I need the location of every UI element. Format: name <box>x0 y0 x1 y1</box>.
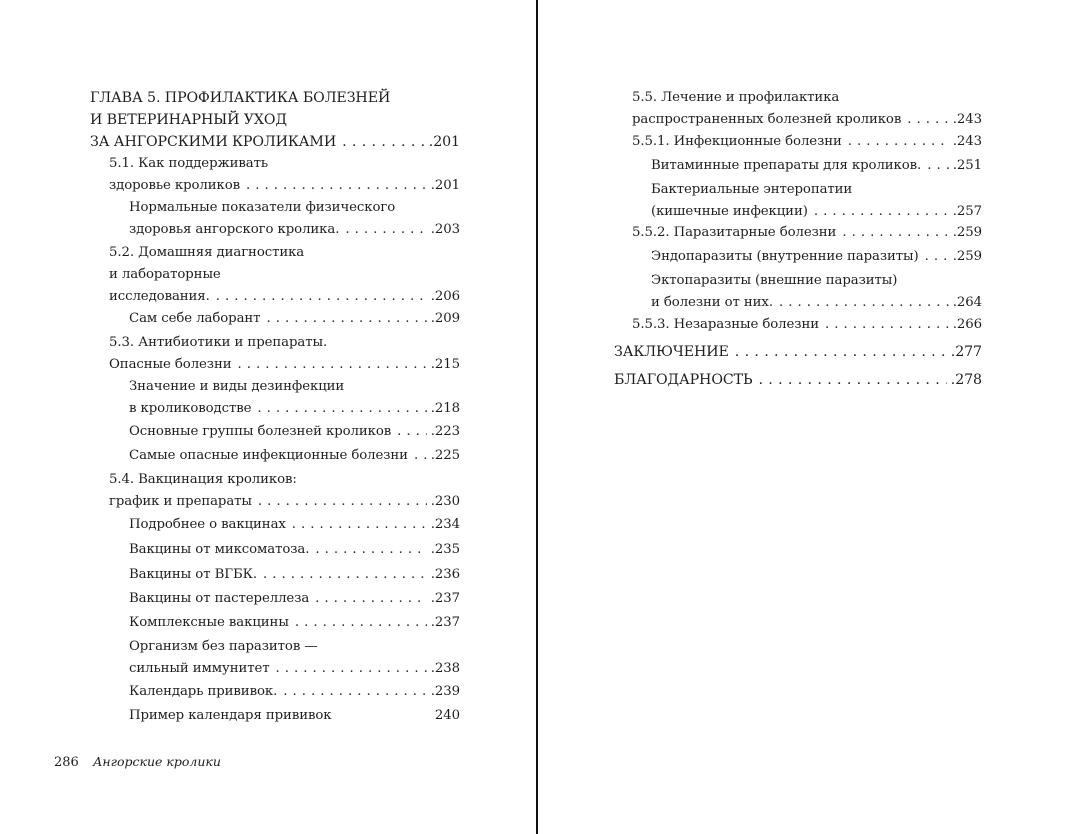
toc-entry-line: Пример календаря прививок <box>129 708 332 723</box>
toc-page-number: .239 <box>430 684 460 699</box>
toc-page-number: 240 <box>434 708 460 723</box>
toc-entry-line: здоровья ангорского кролика. <box>129 222 340 237</box>
toc-entry-line: Витаминные препараты для кроликов. <box>651 158 922 173</box>
toc-entry-line: Значение и виды дезинфекции <box>129 379 345 394</box>
toc-page-number: .264 <box>952 295 982 310</box>
dot-leader <box>907 109 949 131</box>
toc-page-number: .230 <box>430 494 460 509</box>
toc-entry-line: Эндопаразиты (внутренние паразиты) <box>651 249 919 264</box>
toc-subsection-myxomatosis-vaccines <box>129 539 460 561</box>
page-footer <box>54 753 221 772</box>
folio-page-number: 286 <box>54 755 79 770</box>
dot-leader <box>397 421 427 443</box>
toc-section-5-5-1 <box>632 131 982 153</box>
dot-leader <box>825 314 949 336</box>
toc-entry-line: ЗА АНГОРСКИМИ КРОЛИКАМИ <box>90 134 337 150</box>
toc-entry-line: Эктопаразиты (внешние паразиты) <box>651 273 898 288</box>
toc-entry-line: Календарь прививок. <box>129 684 278 699</box>
toc-page-number: .225 <box>430 448 460 463</box>
toc-subsection-complex-vaccines <box>129 612 460 634</box>
toc-entry-line: И ВЕТЕРИНАРНЫЙ УХОД <box>90 112 287 128</box>
dot-leader <box>925 246 949 268</box>
toc-page-number: .236 <box>430 567 460 582</box>
dot-leader <box>315 539 426 561</box>
toc-page-number: .237 <box>430 591 460 606</box>
toc-subsection-calendar-example <box>129 705 460 727</box>
toc-page-number: .203 <box>430 222 460 237</box>
dot-leader <box>345 219 426 241</box>
toc-entry-line: 5.5.3. Незаразные болезни <box>632 317 819 332</box>
dot-leader <box>292 514 427 536</box>
toc-subsection-enteropathies <box>651 179 982 223</box>
toc-entry-line: здоровье кроликов <box>109 178 241 193</box>
toc-entry-line: ГЛАВА 5. ПРОФИЛАКТИКА БОЛЕЗНЕЙ <box>90 90 391 106</box>
toc-page-number: .266 <box>952 317 982 332</box>
toc-subsection-vgbk-vaccines <box>129 564 460 586</box>
dot-leader <box>342 131 425 153</box>
toc-entry-line: БЛАГОДАРНОСТЬ <box>614 372 753 388</box>
toc-subsection-self-lab <box>129 308 460 330</box>
toc-entry-line: исследования. <box>109 289 210 304</box>
toc-page-number: .238 <box>430 661 460 676</box>
dot-leader <box>295 612 427 634</box>
toc-entry-line: 5.3. Антибиотики и препараты. <box>109 335 328 350</box>
toc-entry-line: Сам себе лаборант <box>129 311 261 326</box>
toc-page-number: .235 <box>430 542 460 557</box>
toc-entry-line: Организм без паразитов — <box>129 639 318 654</box>
dot-leader <box>414 445 427 467</box>
toc-page-number: .218 <box>430 401 460 416</box>
dot-leader <box>927 155 949 177</box>
toc-acknowledgements <box>614 369 982 391</box>
toc-entry-line: 5.2. Домашняя диагностика <box>109 245 305 260</box>
dot-leader <box>216 286 427 308</box>
toc-subsection-disease-groups <box>129 421 460 443</box>
dot-leader <box>263 564 427 586</box>
running-head: Ангорские кролики <box>92 754 221 769</box>
toc-page-number: .201 <box>428 134 460 150</box>
toc-conclusion <box>614 341 982 363</box>
toc-page-number: .257 <box>952 204 982 219</box>
toc-page-number: .237 <box>430 615 460 630</box>
toc-section-5-5-2 <box>632 222 982 244</box>
toc-page-number: .278 <box>950 372 982 388</box>
toc-entry-line: Вакцины от миксоматоза. <box>129 542 310 557</box>
toc-entry-line: сильный иммунитет <box>129 661 270 676</box>
toc-entry-line: Подробнее о вакцинах <box>129 517 286 532</box>
toc-entry-line: в кролиководстве <box>129 401 252 416</box>
toc-page-number: .223 <box>430 424 460 439</box>
toc-page-number: .259 <box>952 225 982 240</box>
toc-subsection-pasteurellosis-vaccines <box>129 588 460 610</box>
toc-entry-line: 5.1. Как поддерживать <box>109 156 268 171</box>
toc-page-number: .209 <box>430 311 460 326</box>
toc-entry-line: распространенных болезней кроликов <box>632 112 902 127</box>
dot-leader <box>257 398 426 420</box>
toc-entry-line: (кишечные инфекции) <box>651 204 808 219</box>
toc-section-5-1 <box>109 153 460 197</box>
dot-leader <box>246 175 427 197</box>
toc-entry-line: Бактериальные энтеропатии <box>651 182 853 197</box>
right-page <box>538 0 1076 834</box>
toc-entry-line: 5.5. Лечение и профилактика <box>632 90 840 105</box>
toc-section-5-5 <box>632 87 982 131</box>
toc-entry-line: Основные группы болезней кроликов <box>129 424 392 439</box>
toc-subsection-parasite-free <box>129 636 460 680</box>
toc-subsection-vaccines-details <box>129 514 460 536</box>
toc-subsection-ectoparasites <box>651 270 982 314</box>
toc-entry-line: ЗАКЛЮЧЕНИЕ <box>614 344 729 360</box>
toc-section-5-5-3 <box>632 314 982 336</box>
toc-page-number: .201 <box>430 178 460 193</box>
dot-leader <box>315 588 427 610</box>
dot-leader <box>266 308 426 330</box>
dot-leader <box>276 658 427 680</box>
toc-subsection-disinfection <box>129 376 460 420</box>
toc-page-number: .243 <box>952 112 982 127</box>
toc-entry-line: 5.4. Вакцинация кроликов: <box>109 472 297 487</box>
toc-subsection-dangerous-infections <box>129 445 460 467</box>
dot-leader <box>283 681 427 703</box>
toc-section-5-2 <box>109 242 460 308</box>
toc-entry-line: и болезни от них. <box>651 295 773 310</box>
toc-subsection-endoparasites <box>651 246 982 268</box>
toc-page-number: .251 <box>952 158 982 173</box>
left-page <box>0 0 536 834</box>
dot-leader <box>848 131 949 153</box>
dot-leader <box>758 369 946 391</box>
toc-entry-line: Комплексные вакцины <box>129 615 289 630</box>
toc-page-number: .243 <box>952 134 982 149</box>
toc-subsection-vaccination-calendar <box>129 681 460 703</box>
toc-entry-line: Нормальные показатели физического <box>129 200 396 215</box>
toc-page-number: .277 <box>950 344 982 360</box>
toc-entry-line: Вакцины от ВГБК. <box>129 567 257 582</box>
toc-entry-line: Вакцины от пастереллеза <box>129 591 310 606</box>
toc-page-number: .234 <box>430 517 460 532</box>
toc-page-number: .206 <box>430 289 460 304</box>
toc-subsection-vitamins <box>651 155 982 177</box>
toc-section-5-3 <box>109 332 460 376</box>
dot-leader <box>814 201 949 223</box>
toc-entry-line: Опасные болезни <box>109 357 232 372</box>
toc-entry-line: и лабораторные <box>109 267 221 282</box>
toc-section-5-4 <box>109 469 460 513</box>
dot-leader <box>237 354 426 376</box>
toc-entry-line: Самые опасные инфекционные болезни <box>129 448 408 463</box>
dot-leader <box>842 222 948 244</box>
toc-entry-line: 5.5.2. Паразитарные болезни <box>632 225 837 240</box>
toc-page-number: .215 <box>430 357 460 372</box>
toc-chapter-5 <box>90 87 460 153</box>
toc-entry-line: 5.5.1. Инфекционные болезни <box>632 134 842 149</box>
toc-subsection-normal-indicators <box>129 197 460 241</box>
dot-leader <box>779 292 949 314</box>
toc-entry-line: график и препараты <box>109 494 252 509</box>
dot-leader <box>735 341 947 363</box>
dot-leader <box>258 491 427 513</box>
toc-page-number: .259 <box>952 249 982 264</box>
